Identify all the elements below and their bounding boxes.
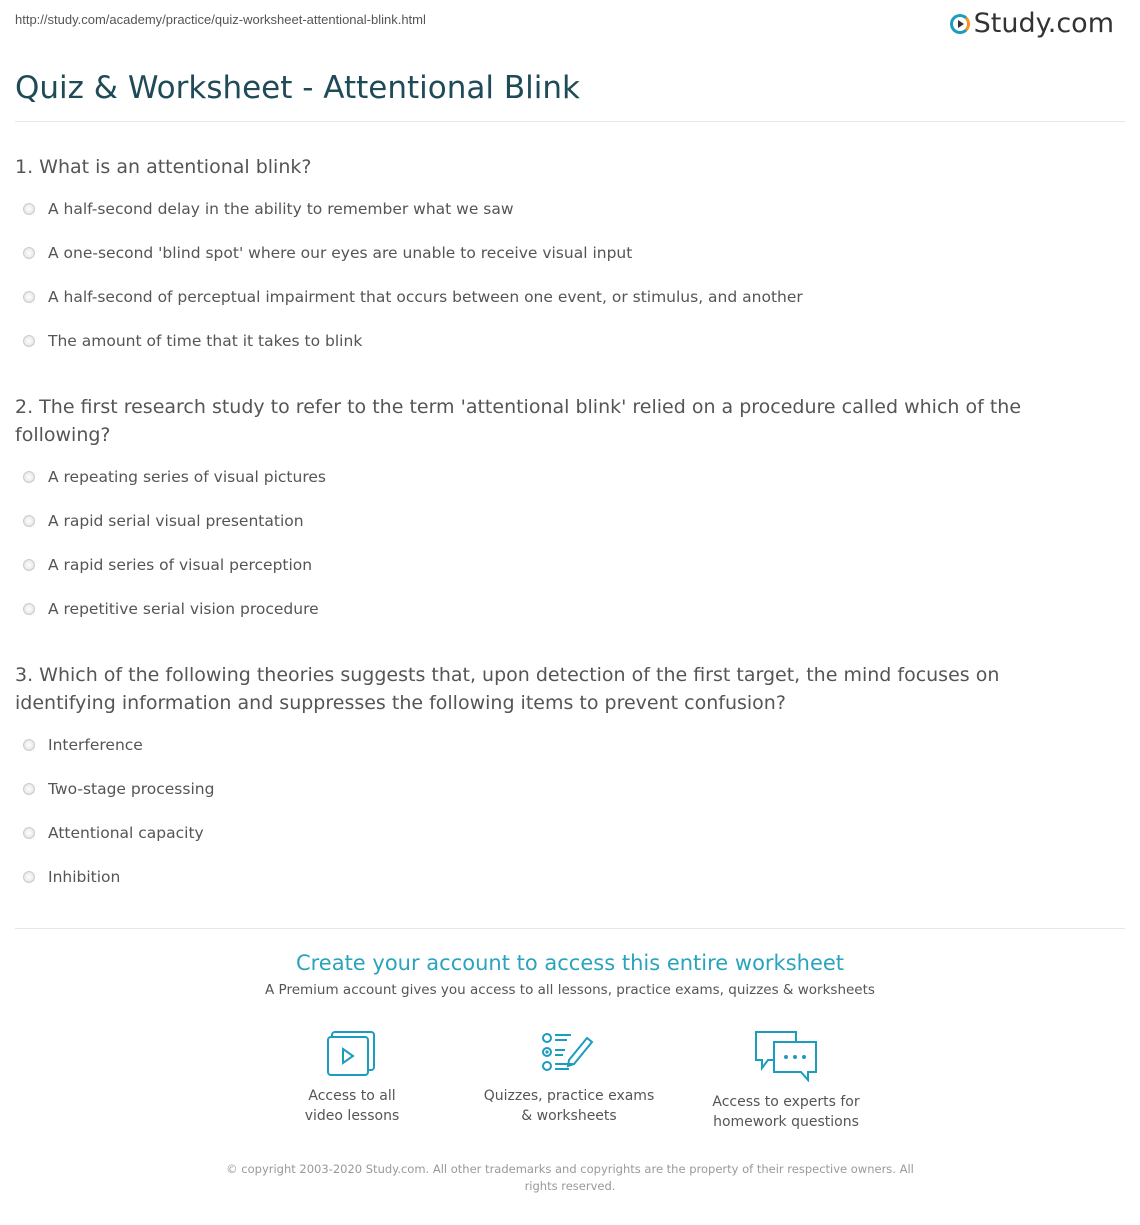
option[interactable] [23, 824, 204, 842]
question-3: 3. Which of the following theories suggests that, upon detection of the first target, the mind focuses on identifying information and suppresses the following items to prevent confusion? [15, 664, 1000, 714]
page-url: http://study.com/academy/practice/quiz-worksheet-attentional-blink.html [15, 12, 426, 27]
question-1: 1. What is an attentional blink? [15, 156, 312, 178]
cta-heading[interactable]: Create your account to access this entire worksheet [295, 951, 845, 975]
radio-icon[interactable] [23, 739, 35, 751]
radio-icon[interactable] [23, 603, 35, 615]
radio-icon[interactable] [23, 291, 35, 303]
play-logo-icon [950, 14, 970, 34]
page-title: Quiz & Worksheet - Attentional Blink [15, 70, 580, 106]
cta-subtext: A Premium account gives you access to all lessons, practice exams, quizzes & worksheets [265, 982, 875, 998]
video-icon [326, 1030, 378, 1076]
option-label: A rapid serial visual presentation [48, 512, 304, 530]
option[interactable] [23, 468, 326, 486]
option[interactable] [23, 780, 214, 798]
option-label: A rapid series of visual perception [48, 556, 313, 574]
option[interactable] [23, 200, 514, 218]
radio-icon[interactable] [23, 335, 35, 347]
option-label: A half-second delay in the ability to remember what we saw [48, 200, 514, 218]
study-logo[interactable] [950, 8, 1114, 39]
radio-icon[interactable] [23, 515, 35, 527]
option-label: A repetitive serial vision procedure [48, 600, 319, 618]
option[interactable] [23, 512, 304, 530]
option[interactable] [23, 736, 143, 754]
radio-icon[interactable] [23, 783, 35, 795]
option-label: A repeating series of visual pictures [48, 468, 326, 486]
option[interactable] [23, 600, 319, 618]
option-label: A half-second of perceptual impairment that occurs between one event, or stimulus, and another [48, 288, 803, 306]
option[interactable] [23, 332, 362, 350]
radio-icon[interactable] [23, 827, 35, 839]
feature-label: Quizzes, practice exams [483, 1088, 655, 1104]
option-label: The amount of time that it takes to blink [48, 332, 363, 350]
divider [15, 121, 1125, 122]
radio-icon[interactable] [23, 247, 35, 259]
radio-icon[interactable] [23, 203, 35, 215]
option-label: Attentional capacity [48, 824, 204, 842]
divider [15, 928, 1125, 929]
option[interactable] [23, 556, 312, 574]
option-label: Two-stage processing [48, 780, 215, 798]
feature-label: homework questions [713, 1114, 859, 1130]
question-2: 2. The first research study to refer to the term 'attentional blink' relied on a procedure called which of the following? [15, 396, 1022, 446]
copyright-footer: © copyright 2003-2020 Study.com. All other trademarks and copyrights are the property of their respective owners. All rights reserved. [226, 1162, 914, 1193]
feature-label: Access to all [308, 1088, 396, 1104]
radio-icon[interactable] [23, 471, 35, 483]
option-label: Inhibition [48, 868, 121, 886]
radio-icon[interactable] [23, 559, 35, 571]
feature-experts [686, 1030, 886, 1132]
quiz-checklist-icon [541, 1030, 597, 1076]
option[interactable] [23, 288, 803, 306]
radio-icon[interactable] [23, 871, 35, 883]
option-label: A one-second 'blind spot' where our eyes are unable to receive visual input [48, 244, 633, 262]
feature-label: video lessons [304, 1108, 400, 1124]
feature-video-lessons [252, 1030, 452, 1126]
option-label: Interference [48, 736, 143, 754]
feature-quizzes [469, 1030, 669, 1126]
logo-text: Study.com [973, 8, 1114, 39]
feature-label: Access to experts for [712, 1094, 860, 1110]
chat-bubbles-icon [754, 1030, 818, 1082]
feature-label: & worksheets [521, 1108, 617, 1124]
option[interactable] [23, 244, 632, 262]
option[interactable] [23, 868, 120, 886]
